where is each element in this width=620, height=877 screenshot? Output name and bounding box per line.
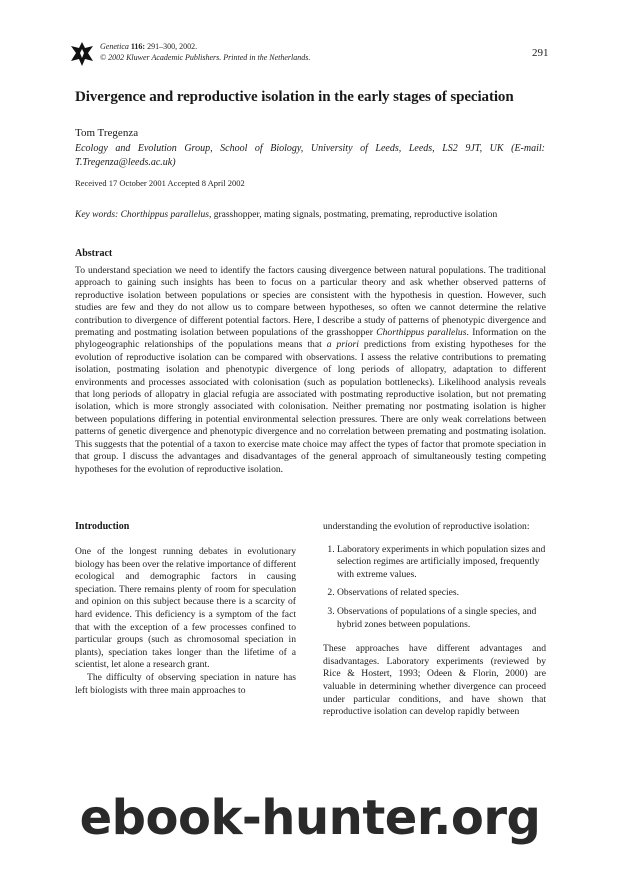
keywords-label: Key words: [75, 210, 119, 220]
author-name: Tom Tregenza [75, 127, 139, 139]
approaches-list [323, 544, 546, 632]
abstract-a-priori: a priori [326, 339, 359, 351]
page-number: 291 [532, 47, 549, 59]
paper-title: Divergence and reproductive isolation in the early stages of speciation [75, 89, 514, 105]
keywords-species: Chorthippus parallelus [120, 210, 209, 220]
introduction-heading: Introduction [75, 521, 130, 532]
intro-paragraph-3: These approaches have different advantages and disadvantages. Laboratory experiments (reviewed by Rice & Hostert, 1993; Odeen & Florin, 2000) are valuable in determining whether divergence can proceed under particular conditions, and have shown that reproductive isolation can develop rapidly between [323, 643, 546, 718]
abstract-text-1: To understand speciation we need to identify the factors causing divergence between natural populations. The traditional approach to gaining such insights has been to focus on a particular theory and ask whether observed patterns of reproductive isolation between populations or species are consistent with the hypothesis in question. However, such studies are few and they do not allow us to compare between hypotheses, so often we cannot determine the relative contribution to divergence of different potential factors. Here, I describe a study of patterns of phenotypic divergence and premating and postmating isolation between populations of the grasshopper [75, 265, 546, 339]
list-item: 1. Laboratory experiments in which population sizes and selection regimes are artificially imposed, frequently with extreme values. [337, 544, 546, 582]
intro-paragraph-1: One of the longest running debates in evolutionary biology has been over the relative importance of different ecological and demographic factors in causing speciation. There remains plenty of room for speculation and opinion on this subject because there is a scarcity of hard evidence. This deficiency is a symptom of the fact that with the exception of a few processes confined to particular groups (such as chromosomal speciation in plants), speciation takes longer than the lifetime of a scientist, let alone a research grant. [75, 546, 296, 671]
journal-header [100, 41, 310, 63]
author-affiliation: Ecology and Evolution Group, School of Biology, University of Leeds, Leeds, LS2 9JT, UK (E-mail: T.Tregenza@leeds.ac.uk) [75, 143, 545, 168]
keywords-list: , grasshopper, mating signals, postmating, premating, reproductive isolation [208, 210, 498, 220]
abstract-body [75, 265, 546, 476]
copyright-line: © 2002 Kluwer Academic Publishers. Printed in the Netherlands. [100, 53, 311, 62]
received-accepted-dates: Received 17 October 2001 Accepted 8 April 2002 [75, 178, 245, 188]
journal-pages: 291–300, 2002. [147, 42, 198, 51]
watermark: ebook-hunter.org [79, 790, 541, 846]
abstract-text-3: predictions from existing hypotheses for the evolution of reproductive isolation can be compared with observations. I assess the relative contributions to premating isolation, postmating isolation and phenotypic divergence of long periods of allopatry, adaptation to different environments and processes associated with colonisation (such as population bottlenecks). Likelihood analysis reveals that long periods of allopatry in glacial refugia are associated with postmating reproductive isolation, but not premating isolation, which is more strongly associated with colonisation. Neither premating nor postmating isolation is higher between populations differing in potential environmental selection pressures. There are only weak correlations between patterns of genetic divergence and phenotypic divergence and no correlation between premating and postmating isolation. This suggests that the potential of a taxon to exercise mate choice may affect the types of factor that promote speciation in that group. I discuss the advantages and disadvantages of the general approach of simultaneously testing competing hypotheses for the evolution of reproductive isolation. [75, 339, 546, 475]
journal-name: Genetica [100, 42, 129, 51]
intro-continuation: understanding the evolution of reproductive isolation: [323, 521, 530, 532]
right-column [323, 521, 546, 719]
list-item: 2. Observations of related species. [337, 587, 546, 600]
keywords [75, 210, 497, 220]
abstract-species: Chorthippus parallelus [376, 327, 467, 339]
intro-paragraph-2: The difficulty of observing speciation in nature has left biologists with three main approaches to [75, 671, 296, 696]
abstract-text-2: . Information on the phylogeographic relationships of the populations means that [75, 327, 547, 351]
abstract-heading: Abstract [75, 248, 113, 259]
left-column [75, 546, 296, 697]
journal-volume: 116: [130, 42, 146, 51]
list-item: 3. Observations of populations of a single species, and hybrid zones between populations. [337, 606, 546, 631]
publisher-logo-icon [71, 42, 93, 66]
